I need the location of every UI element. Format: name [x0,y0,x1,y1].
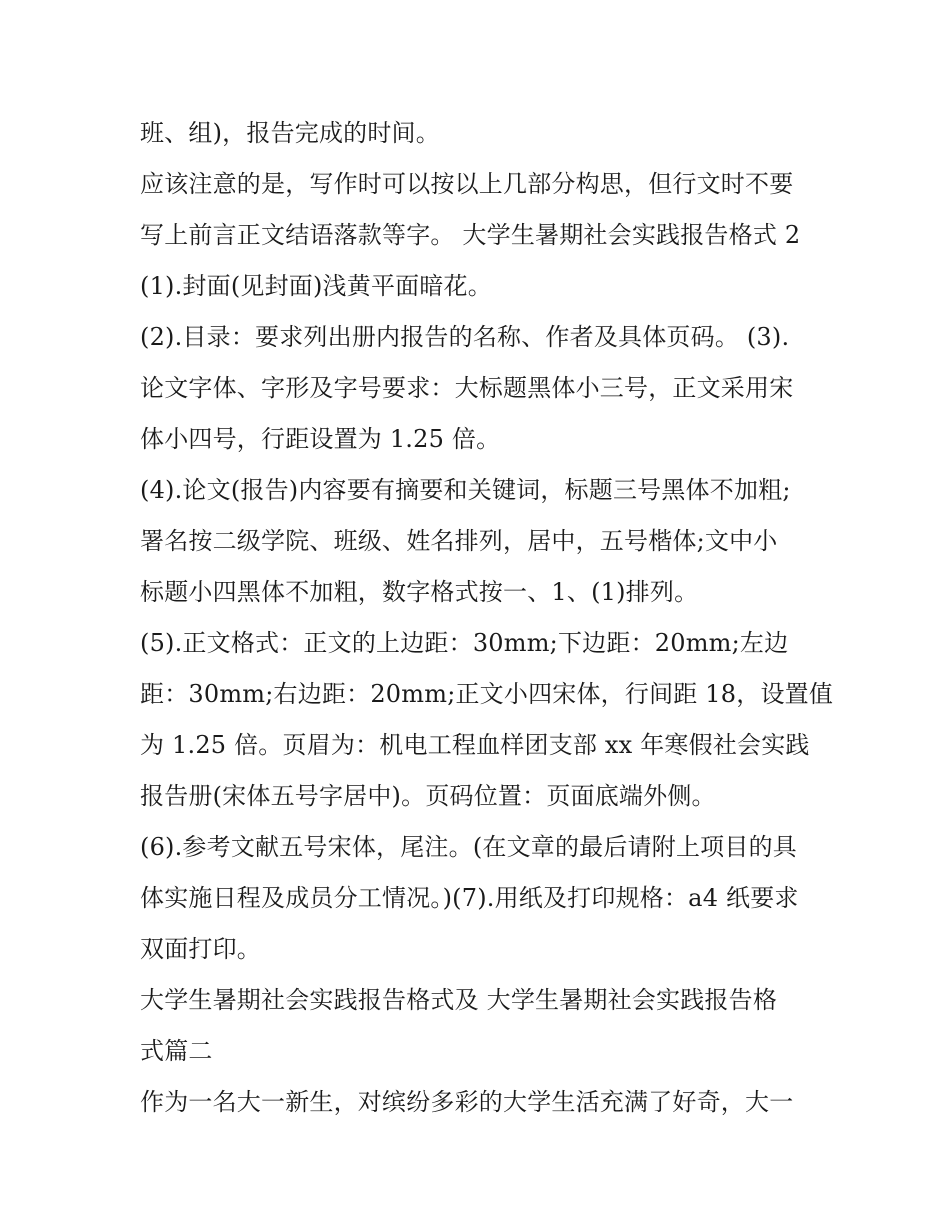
text-line: (2).目录：要求列出册内报告的名称、作者及具体页码。 (3). [140,323,790,351]
text-line: 大学生暑期社会实践报告格式及 大学生暑期社会实践报告格 [140,986,778,1014]
text-line: 式篇二 [140,1037,213,1065]
document-body [140,108,834,1128]
text-line: 应该注意的是，写作时可以按以上几部分构思，但行文时不要 [140,170,794,198]
text-line: (1).封面(见封面)浅黄平面暗花。 [140,272,492,300]
text-line: 写上前言正文结语落款等字。 大学生暑期社会实践报告格式 2 [140,221,801,249]
text-line: 署名按二级学院、班级、姓名排列，居中，五号楷体;文中小 [140,527,778,555]
text-line: (5).正文格式：正文的上边距：30mm;下边距：20mm;左边 [140,629,789,657]
text-line: 为 1.25 倍。页眉为：机电工程血样团支部 xx 年寒假社会实践 [140,731,810,759]
text-line: (6).参考文献五号宋体，尾注。(在文章的最后请附上项目的具 [140,833,797,861]
text-line: 体小四号，行距设置为 1.25 倍。 [140,425,501,453]
text-line: (4).论文(报告)内容要有摘要和关键词，标题三号黑体不加粗; [140,476,791,504]
text-line: 标题小四黑体不加粗，数字格式按一、1、(1)排列。 [140,578,699,606]
text-line: 论文字体、字形及字号要求：大标题黑体小三号，正文采用宋 [140,374,794,402]
text-line: 班、组)，报告完成的时间。 [140,119,440,147]
text-line: 作为一名大一新生，对缤纷多彩的大学生活充满了好奇，大一 [140,1088,794,1116]
text-line: 报告册(宋体五号字居中)。页码位置：页面底端外侧。 [140,782,716,810]
text-line: 距：30mm;右边距：20mm;正文小四宋体，行间距 18，设置值 [140,680,834,708]
text-line: 双面打印。 [140,935,261,963]
text-line: 体实施日程及成员分工情况。)(7).用纸及打印规格：a4 纸要求 [140,884,799,912]
